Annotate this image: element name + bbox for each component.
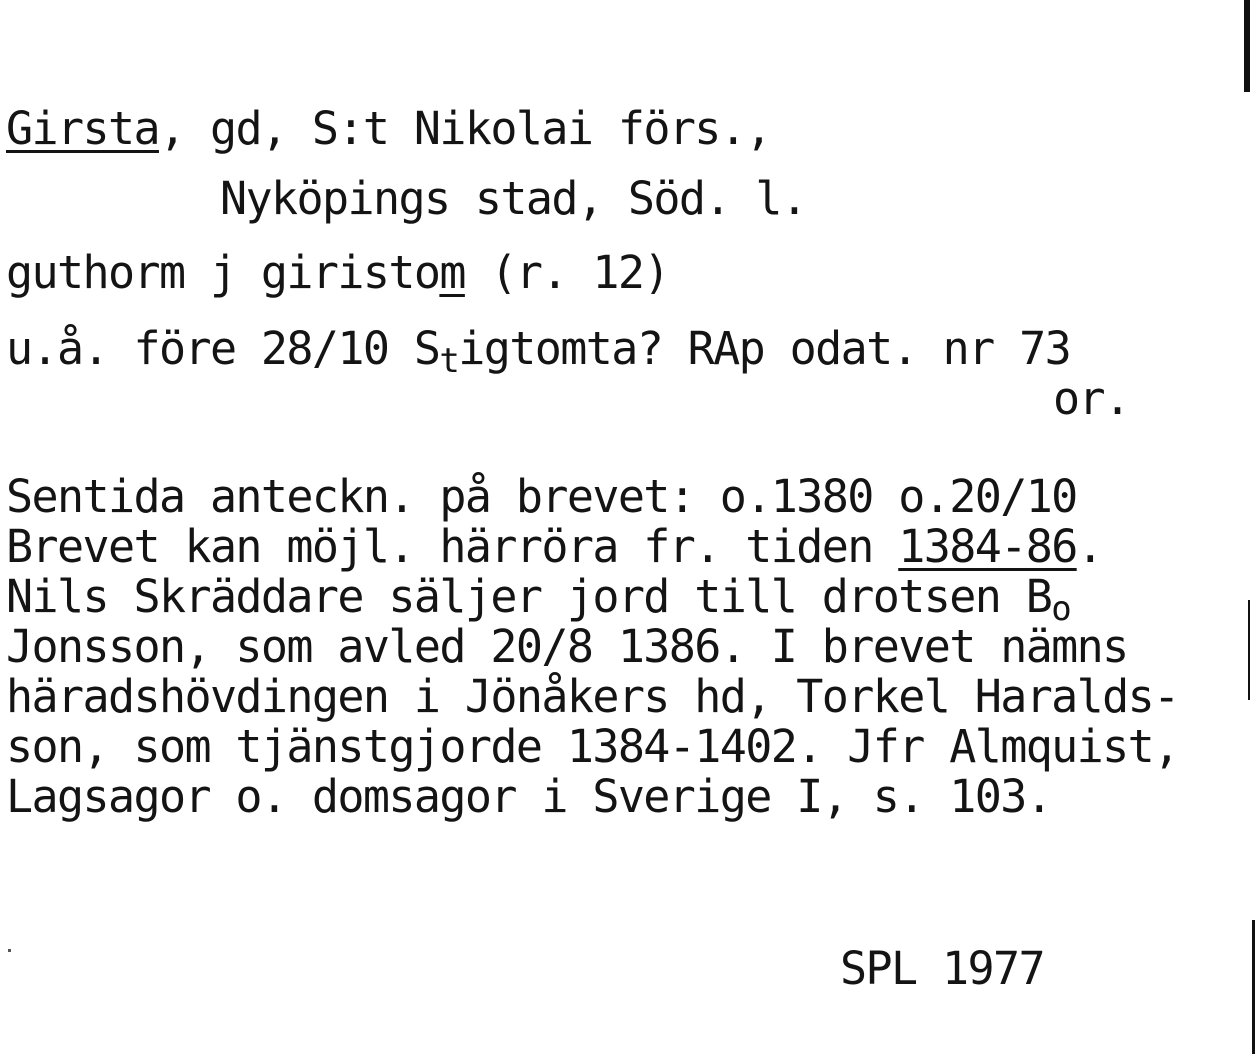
form-line-pre: guthorm j giristo (6, 246, 440, 299)
note-line-1: Sentida anteckn. på brevet: o.1380 o.20/10 (6, 470, 1077, 523)
source-line-post: igtomta? RAp odat. nr 73 (458, 322, 1071, 375)
heading-rest: , gd, S:t Nikolai förs., (158, 102, 771, 155)
signature: SPL 1977 (840, 942, 1044, 995)
place-name: Girsta (6, 102, 159, 155)
card-edge-bottom (1252, 920, 1255, 1054)
note-date-end: . (1076, 520, 1103, 573)
scan-speck (8, 949, 11, 952)
note-line-2-text: Brevet kan möjl. härröra fr. tiden (6, 520, 899, 573)
heading-line (6, 102, 771, 155)
note-line-3 (6, 570, 1071, 629)
note-date-range: 1384-86 (898, 520, 1077, 573)
card-edge-middle (1248, 600, 1250, 700)
note-line-5: häradshövdingen i Jönåkers hd, Torkel Haralds- (6, 670, 1179, 723)
heading-line-2: Nyköpings stad, Söd. l. (220, 172, 807, 225)
note-line-6: son, som tjänstgjorde 1384-1402. Jfr Almquist, (6, 720, 1179, 773)
source-line-sub: t (439, 341, 459, 381)
source-line-pre: u.å. före 28/10 S (6, 322, 440, 375)
note-line-3-sub: o (1051, 589, 1071, 629)
form-line-underlined: m (439, 246, 465, 299)
note-line-4: Jonsson, som avled 20/8 1386. I brevet nämns (6, 620, 1128, 673)
form-line (6, 246, 669, 299)
note-line-7: Lagsagor o. domsagor i Sverige I, s. 103. (6, 770, 1052, 823)
card-edge-top (1244, 0, 1250, 92)
source-line (6, 322, 1071, 381)
source-line-2: or. (1053, 372, 1130, 425)
form-line-post: (r. 12) (464, 246, 669, 299)
note-line-2 (6, 520, 1103, 573)
note-line-3-text: Nils Skräddare säljer jord till drotsen B (6, 570, 1052, 623)
